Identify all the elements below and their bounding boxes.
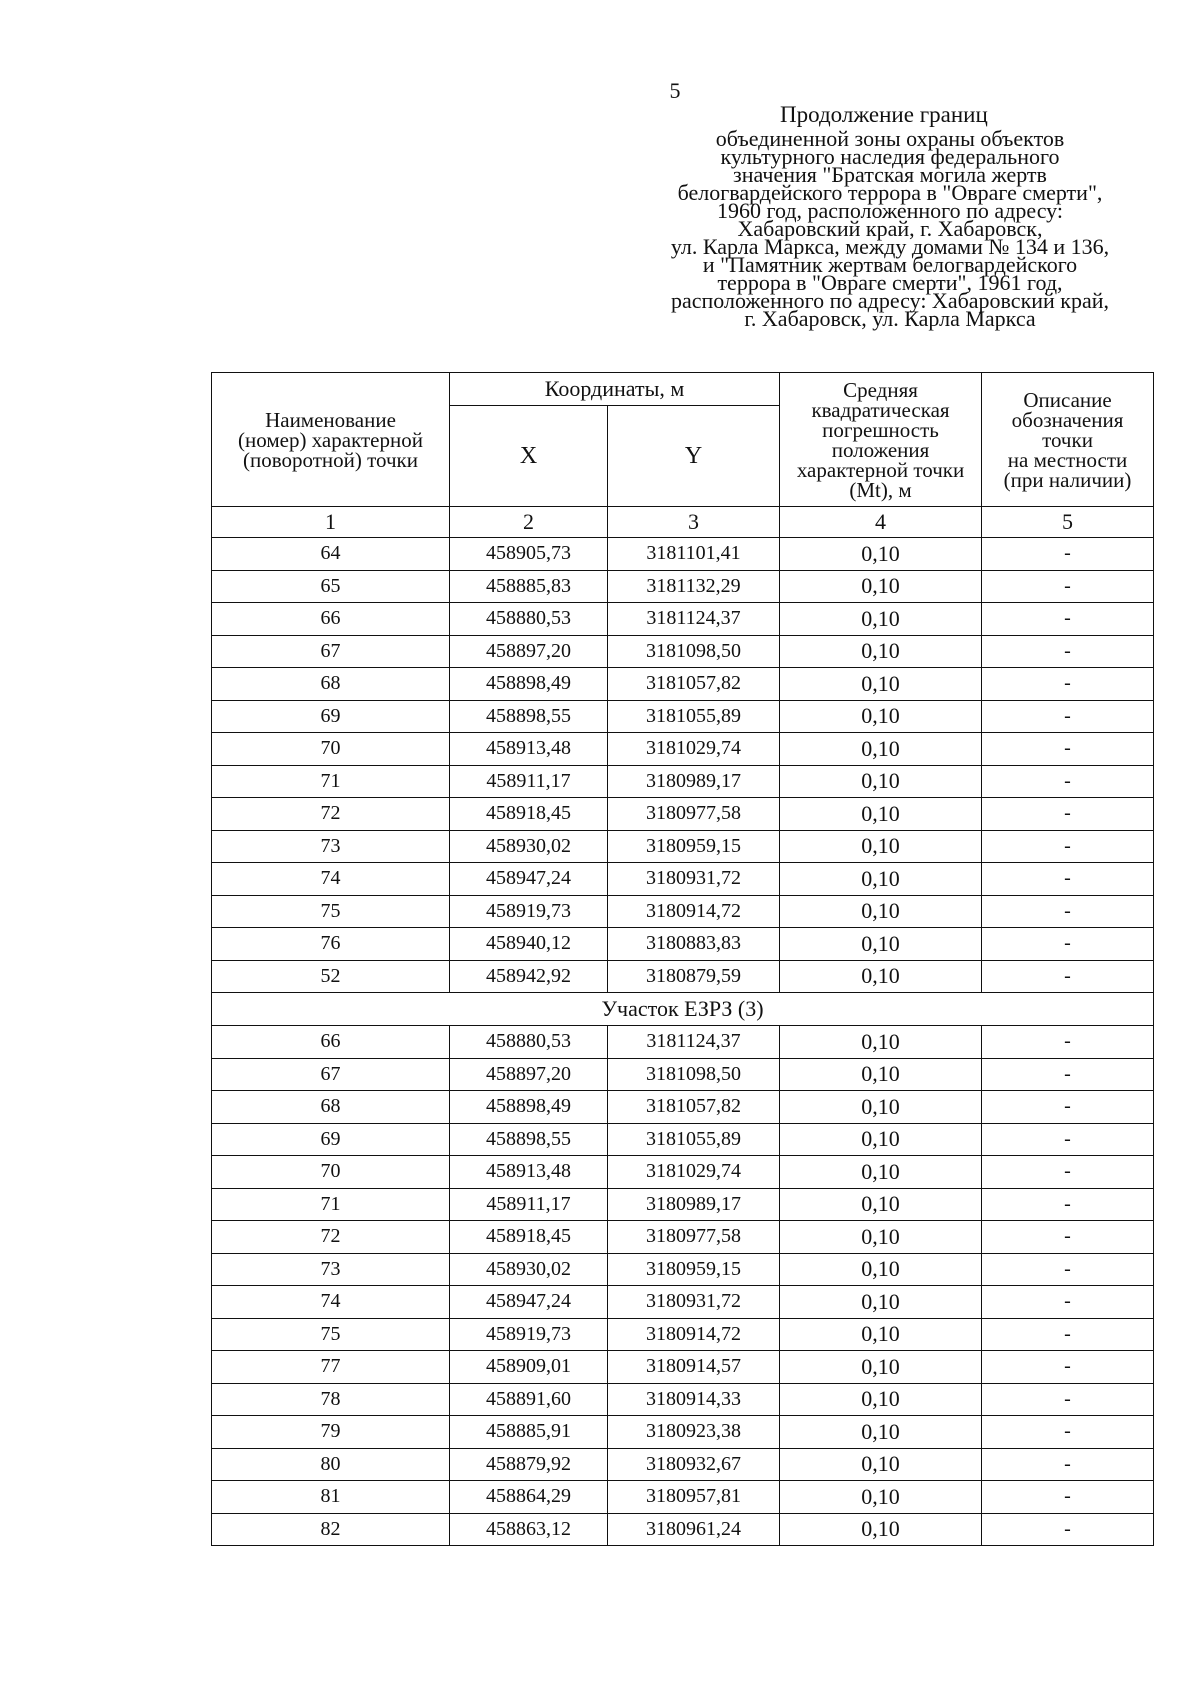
mean-square-error: 0,10 <box>780 1383 982 1416</box>
coordinate-y: 3181057,82 <box>608 1091 780 1124</box>
coordinate-x: 458919,73 <box>450 1318 608 1351</box>
coordinate-x: 458885,83 <box>450 570 608 603</box>
mean-square-error: 0,10 <box>780 1221 982 1254</box>
table-row <box>212 635 1154 668</box>
header-y: Y <box>608 406 780 507</box>
point-description: - <box>982 1123 1154 1156</box>
point-number: 79 <box>212 1416 450 1449</box>
table-row <box>212 863 1154 896</box>
mean-square-error: 0,10 <box>780 1513 982 1546</box>
point-number: 77 <box>212 1351 450 1384</box>
mean-square-error: 0,10 <box>780 1188 982 1221</box>
mean-square-error: 0,10 <box>780 1286 982 1319</box>
table-row <box>212 1026 1154 1059</box>
coordinate-y: 3180883,83 <box>608 928 780 961</box>
coordinate-y: 3181029,74 <box>608 733 780 766</box>
table-row <box>212 960 1154 993</box>
coordinate-x: 458898,55 <box>450 1123 608 1156</box>
coordinate-x: 458947,24 <box>450 1286 608 1319</box>
coordinate-y: 3180989,17 <box>608 1188 780 1221</box>
point-description: - <box>982 830 1154 863</box>
coordinate-x: 458897,20 <box>450 1058 608 1091</box>
point-number: 64 <box>212 538 450 571</box>
coordinate-x: 458940,12 <box>450 928 608 961</box>
mean-square-error: 0,10 <box>780 538 982 571</box>
coordinate-x: 458913,48 <box>450 733 608 766</box>
header-x: X <box>450 406 608 507</box>
coordinate-y: 3180914,72 <box>608 895 780 928</box>
coordinate-y: 3181029,74 <box>608 1156 780 1189</box>
coordinate-y: 3180879,59 <box>608 960 780 993</box>
table-row <box>212 1513 1154 1546</box>
coordinate-x: 458918,45 <box>450 798 608 831</box>
header-line: культурного наследия федерального <box>720 144 1060 169</box>
table-row <box>212 1221 1154 1254</box>
table-row <box>212 570 1154 603</box>
mean-square-error: 0,10 <box>780 1416 982 1449</box>
table-row <box>212 1156 1154 1189</box>
coordinate-y: 3181055,89 <box>608 1123 780 1156</box>
coordinate-y: 3181124,37 <box>608 1026 780 1059</box>
point-description: - <box>982 1383 1154 1416</box>
coordinate-x: 458930,02 <box>450 1253 608 1286</box>
point-number: 72 <box>212 798 450 831</box>
mean-square-error: 0,10 <box>780 570 982 603</box>
header-line: расположенного по адресу: Хабаровский край, <box>670 288 1110 313</box>
mean-square-error: 0,10 <box>780 830 982 863</box>
mean-square-error: 0,10 <box>780 733 982 766</box>
point-description: - <box>982 1091 1154 1124</box>
coordinate-y: 3180977,58 <box>608 798 780 831</box>
point-number: 72 <box>212 1221 450 1254</box>
table-row <box>212 1286 1154 1319</box>
table-row <box>212 798 1154 831</box>
point-description: - <box>982 635 1154 668</box>
mean-square-error: 0,10 <box>780 1156 982 1189</box>
coordinate-x: 458898,49 <box>450 1091 608 1124</box>
coordinate-y: 3180931,72 <box>608 1286 780 1319</box>
table-row <box>212 830 1154 863</box>
point-number: 71 <box>212 1188 450 1221</box>
header-line: белогвардейского террора в "Овраге смерти", <box>677 180 1103 205</box>
coordinate-x: 458918,45 <box>450 1221 608 1254</box>
header-line: террора в "Овраге смерти", 1961 год, <box>717 270 1063 295</box>
coordinate-y: 3181124,37 <box>608 603 780 636</box>
point-description: - <box>982 700 1154 733</box>
table-row <box>212 733 1154 766</box>
coordinate-y: 3180977,58 <box>608 1221 780 1254</box>
table-row <box>212 1383 1154 1416</box>
mean-square-error: 0,10 <box>780 635 982 668</box>
header-line: г. Хабаровск, ул. Карла Маркса <box>744 306 1036 331</box>
point-description: - <box>982 538 1154 571</box>
point-description: - <box>982 960 1154 993</box>
point-description: - <box>982 603 1154 636</box>
coordinate-x: 458913,48 <box>450 1156 608 1189</box>
table-row <box>212 1416 1154 1449</box>
point-number: 74 <box>212 1286 450 1319</box>
coordinate-x: 458911,17 <box>450 1188 608 1221</box>
mean-square-error: 0,10 <box>780 1091 982 1124</box>
coordinate-y: 3180923,38 <box>608 1416 780 1449</box>
coordinate-x: 458909,01 <box>450 1351 608 1384</box>
table-row <box>212 928 1154 961</box>
mean-square-error: 0,10 <box>780 1481 982 1514</box>
coordinate-x: 458947,24 <box>450 863 608 896</box>
header-line: и "Памятник жертвам белогвардейского <box>702 252 1078 277</box>
point-description: - <box>982 570 1154 603</box>
point-number: 73 <box>212 830 450 863</box>
coordinate-y: 3181101,41 <box>608 538 780 571</box>
mean-square-error: 0,10 <box>780 960 982 993</box>
point-number: 68 <box>212 668 450 701</box>
coordinate-y: 3180959,15 <box>608 830 780 863</box>
coordinate-y: 3180914,57 <box>608 1351 780 1384</box>
coordinate-x: 458864,29 <box>450 1481 608 1514</box>
coordinate-y: 3180932,67 <box>608 1448 780 1481</box>
point-number: 69 <box>212 700 450 733</box>
table-row <box>212 1448 1154 1481</box>
mean-square-error: 0,10 <box>780 603 982 636</box>
point-number: 71 <box>212 765 450 798</box>
coordinate-x: 458897,20 <box>450 635 608 668</box>
header-line: значения "Братская могила жертв <box>733 162 1047 187</box>
header-line: 1960 год, расположенного по адресу: <box>716 198 1064 223</box>
table-row <box>212 1318 1154 1351</box>
coordinate-x: 458911,17 <box>450 765 608 798</box>
point-description: - <box>982 733 1154 766</box>
mean-square-error: 0,10 <box>780 700 982 733</box>
header-line: Хабаровский край, г. Хабаровск, <box>737 216 1043 241</box>
column-number: 3 <box>608 507 780 538</box>
header-point-description: Описание обозначения точки на местности (при наличии) <box>982 373 1154 507</box>
point-description: - <box>982 1481 1154 1514</box>
coordinate-y: 3181098,50 <box>608 1058 780 1091</box>
header-mean-square-error: Средняя квадратическая погрешность положения характерной точки (Mt), м <box>780 373 982 507</box>
coordinate-x: 458885,91 <box>450 1416 608 1449</box>
table-row <box>212 538 1154 571</box>
header-description <box>630 126 1150 331</box>
column-numbers-row <box>212 507 1154 538</box>
section-title: Участок ЕЗРЗ (3) <box>212 993 1154 1026</box>
mean-square-error: 0,10 <box>780 1351 982 1384</box>
point-description: - <box>982 1448 1154 1481</box>
coordinate-y: 3181098,50 <box>608 635 780 668</box>
point-description: - <box>982 863 1154 896</box>
point-description: - <box>982 1286 1154 1319</box>
mean-square-error: 0,10 <box>780 765 982 798</box>
point-number: 67 <box>212 635 450 668</box>
point-number: 65 <box>212 570 450 603</box>
point-number: 74 <box>212 863 450 896</box>
coordinates-table <box>211 372 1154 1546</box>
coordinate-y: 3180914,33 <box>608 1383 780 1416</box>
point-number: 75 <box>212 895 450 928</box>
table-row <box>212 1188 1154 1221</box>
point-description: - <box>982 668 1154 701</box>
coordinate-x: 458898,49 <box>450 668 608 701</box>
coordinate-x: 458919,73 <box>450 895 608 928</box>
point-number: 69 <box>212 1123 450 1156</box>
coordinate-y: 3180931,72 <box>608 863 780 896</box>
point-number: 82 <box>212 1513 450 1546</box>
column-number: 1 <box>212 507 450 538</box>
point-description: - <box>982 765 1154 798</box>
point-description: - <box>982 1058 1154 1091</box>
point-number: 52 <box>212 960 450 993</box>
point-number: 73 <box>212 1253 450 1286</box>
table-row <box>212 895 1154 928</box>
point-description: - <box>982 1513 1154 1546</box>
coordinate-y: 3181132,29 <box>608 570 780 603</box>
mean-square-error: 0,10 <box>780 863 982 896</box>
mean-square-error: 0,10 <box>780 895 982 928</box>
point-description: - <box>982 1026 1154 1059</box>
header-coordinates: Координаты, м <box>450 373 780 406</box>
table-row <box>212 1058 1154 1091</box>
coordinate-y: 3180989,17 <box>608 765 780 798</box>
column-number: 2 <box>450 507 608 538</box>
point-description: - <box>982 1416 1154 1449</box>
coordinate-y: 3181055,89 <box>608 700 780 733</box>
table-row <box>212 1253 1154 1286</box>
coordinate-x: 458879,92 <box>450 1448 608 1481</box>
point-number: 66 <box>212 603 450 636</box>
table-row <box>212 1091 1154 1124</box>
mean-square-error: 0,10 <box>780 1026 982 1059</box>
point-number: 70 <box>212 1156 450 1189</box>
coordinate-x: 458880,53 <box>450 603 608 636</box>
table-row <box>212 1123 1154 1156</box>
mean-square-error: 0,10 <box>780 1318 982 1351</box>
table-row <box>212 603 1154 636</box>
point-number: 66 <box>212 1026 450 1059</box>
coordinate-y: 3180957,81 <box>608 1481 780 1514</box>
page-number: 5 <box>669 78 681 103</box>
coordinate-y: 3180959,15 <box>608 1253 780 1286</box>
point-description: - <box>982 1351 1154 1384</box>
header-point-name: Наименование (номер) характерной (поворотной) точки <box>212 373 450 507</box>
header-line: объединенной зоны охраны объектов <box>715 126 1065 151</box>
point-description: - <box>982 895 1154 928</box>
table-row <box>212 700 1154 733</box>
coordinate-x: 458898,55 <box>450 700 608 733</box>
point-description: - <box>982 1156 1154 1189</box>
table-row <box>212 765 1154 798</box>
point-description: - <box>982 1221 1154 1254</box>
column-number: 5 <box>982 507 1154 538</box>
point-number: 81 <box>212 1481 450 1514</box>
header-line: ул. Карла Маркса, между домами № 134 и 136, <box>670 234 1110 259</box>
point-number: 67 <box>212 1058 450 1091</box>
point-number: 70 <box>212 733 450 766</box>
coordinate-x: 458905,73 <box>450 538 608 571</box>
point-number: 76 <box>212 928 450 961</box>
point-number: 80 <box>212 1448 450 1481</box>
coordinate-x: 458863,12 <box>450 1513 608 1546</box>
point-description: - <box>982 798 1154 831</box>
coordinate-x: 458880,53 <box>450 1026 608 1059</box>
mean-square-error: 0,10 <box>780 1253 982 1286</box>
mean-square-error: 0,10 <box>780 798 982 831</box>
coordinate-x: 458942,92 <box>450 960 608 993</box>
coordinate-x: 458930,02 <box>450 830 608 863</box>
mean-square-error: 0,10 <box>780 928 982 961</box>
mean-square-error: 0,10 <box>780 1448 982 1481</box>
mean-square-error: 0,10 <box>780 1058 982 1091</box>
table-row <box>212 668 1154 701</box>
mean-square-error: 0,10 <box>780 1123 982 1156</box>
coordinate-y: 3180914,72 <box>608 1318 780 1351</box>
table-row <box>212 1481 1154 1514</box>
point-description: - <box>982 928 1154 961</box>
coordinate-y: 3181057,82 <box>608 668 780 701</box>
coordinate-y: 3180961,24 <box>608 1513 780 1546</box>
section-row <box>212 993 1154 1026</box>
point-description: - <box>982 1318 1154 1351</box>
point-description: - <box>982 1253 1154 1286</box>
point-number: 75 <box>212 1318 450 1351</box>
point-description: - <box>982 1188 1154 1221</box>
table-row <box>212 1351 1154 1384</box>
point-number: 68 <box>212 1091 450 1124</box>
header-title: Продолжение границ <box>780 102 988 127</box>
point-number: 78 <box>212 1383 450 1416</box>
coordinate-x: 458891,60 <box>450 1383 608 1416</box>
mean-square-error: 0,10 <box>780 668 982 701</box>
column-number: 4 <box>780 507 982 538</box>
